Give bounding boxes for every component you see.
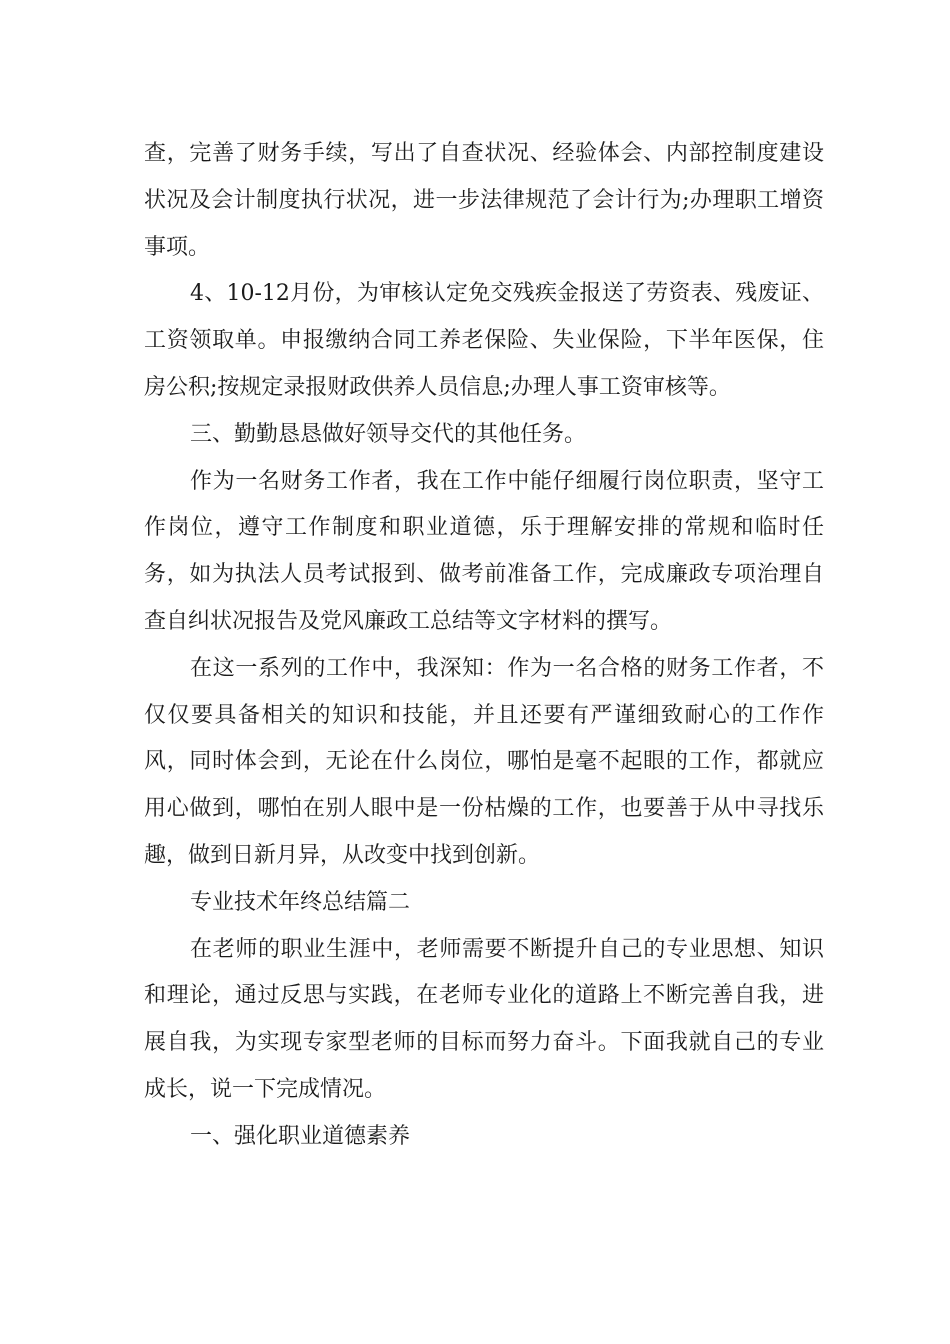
- section-heading-1: 一、强化职业道德素养: [190, 1123, 411, 1149]
- article-title-2: 专业技术年终总结篇二: [190, 889, 411, 915]
- paragraph-duties: 作为一名财务工作者，我在工作中能仔细履行岗位职责，坚守工作岗位，遵守工作制度和职业道德，乐于理解安排的常规和临时任务，如为执法人员考试报到、做考前准备工作，完成廉政专项治理自查自纠状况报告及党风廉政工总结等文字材料的撰写。: [144, 468, 824, 634]
- paragraph-item-4: 4、10-12月份，为审核认定免交残疾金报送了劳资表、残废证、工资领取单。申报缴纳合同工养老保险、失业保险，下半年医保，住房公积;按规定录报财政供养人员信息;办理人事工资审核等。: [144, 281, 824, 400]
- paragraph-reflection: 在这一系列的工作中，我深知：作为一名合格的财务工作者，不仅仅要具备相关的知识和技能，并且还要有严谨细致耐心的工作作风，同时体会到，无论在什么岗位，哪怕是毫不起眼的工作，都就应用心做到，哪怕在别人眼中是一份枯燥的工作，也要善于从中寻找乐趣，做到日新月异，从改变中找到创新。: [144, 655, 824, 868]
- paragraph-continuation: 查，完善了财务手续，写出了自查状况、经验体会、内部控制度建设状况及会计制度执行状况，进一步法律规范了会计行为;办理职工增资事项。: [144, 141, 824, 260]
- section-heading-3: 三、勤勤恳恳做好领导交代的其他任务。: [190, 421, 587, 447]
- paragraph-intro: 在老师的职业生涯中，老师需要不断提升自己的专业思想、知识和理论，通过反思与实践，在老师专业化的道路上不断完善自我，进展自我，为实现专家型老师的目标而努力奋斗。下面我就自己的专业成长，说一下完成情况。: [144, 936, 824, 1102]
- document-body: [144, 131, 824, 1161]
